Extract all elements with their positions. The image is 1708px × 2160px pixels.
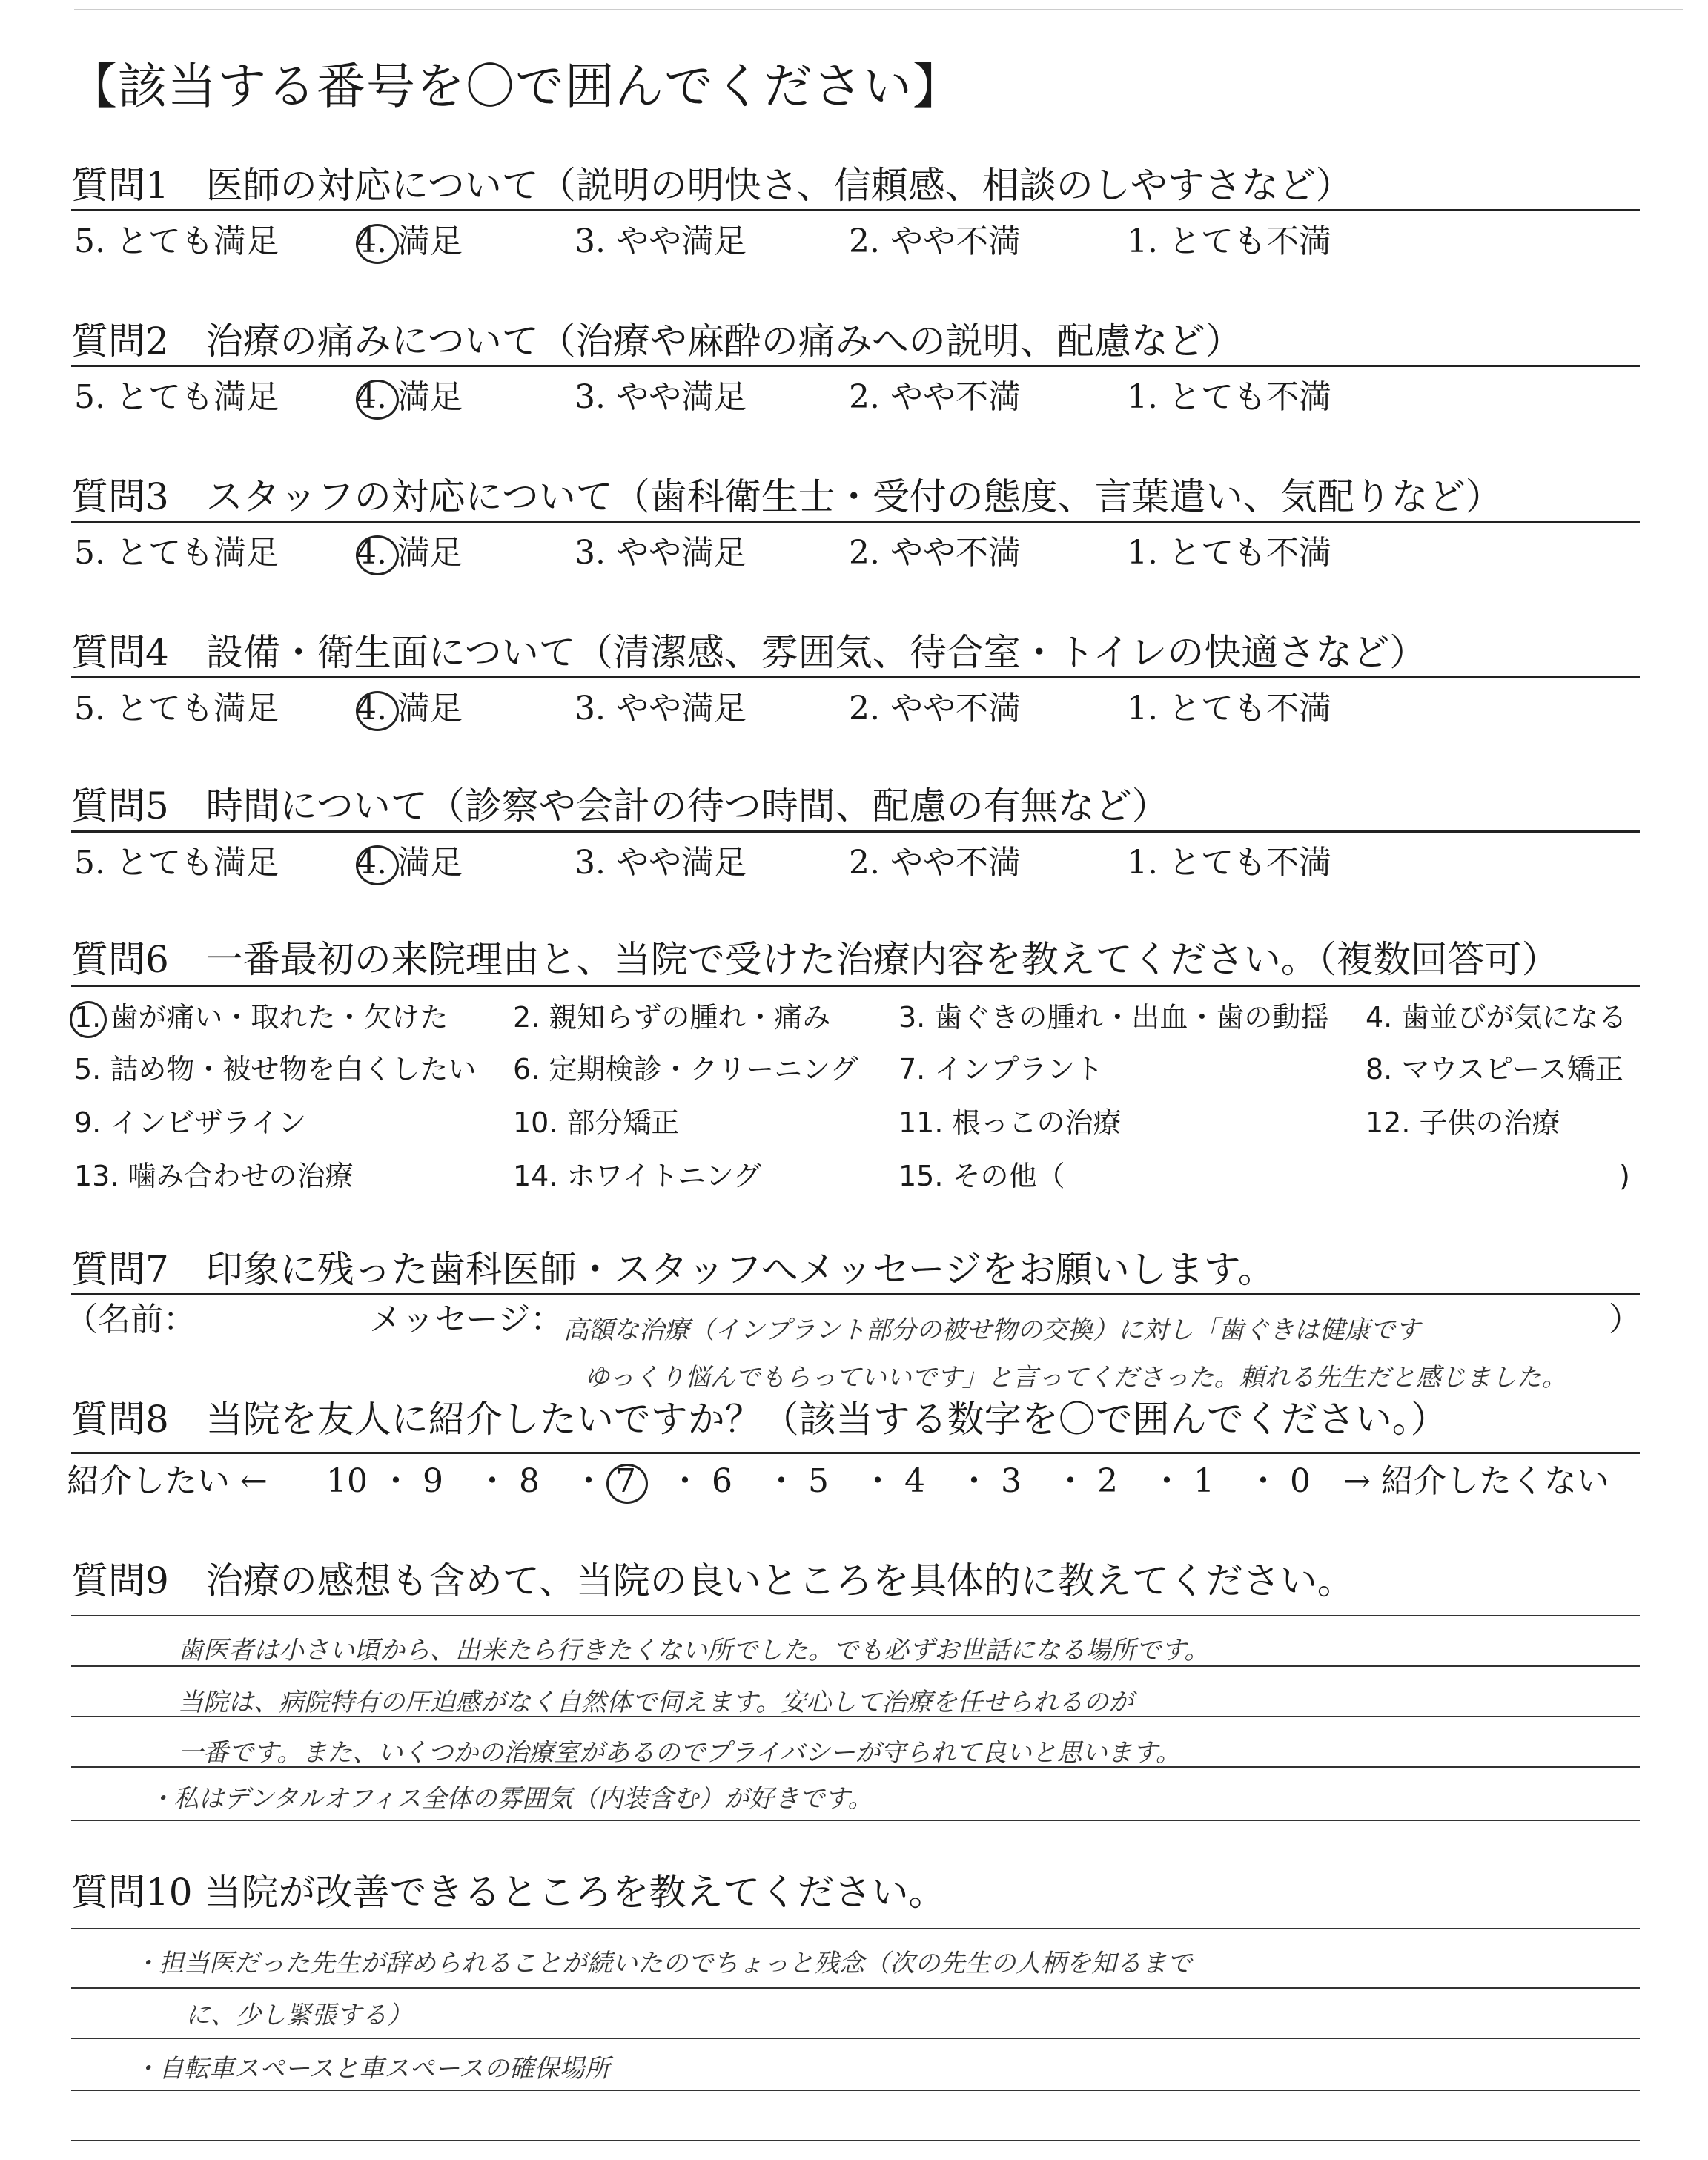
- q7-message-line-1[interactable]: 高額な治療（インプラント部分の被せ物の交換）に対し「歯ぐきは健康です: [563, 1315, 1420, 1345]
- question-3-title: 質問3 スタッフの対応について（歯科衛生士・受付の態度、言葉遣い、気配りなど）: [71, 475, 1503, 518]
- question-7-rule: [71, 1293, 1640, 1295]
- scan-edge: [74, 9, 1683, 10]
- q10-line-5: [71, 2140, 1640, 2141]
- q1-option-3[interactable]: 3. やや満足: [575, 222, 747, 260]
- q7-message-line-2[interactable]: ゆっくり悩んでもらっていいです」と言ってくださった。頼れる先生だと感じました。: [584, 1363, 1567, 1393]
- q8-scale-separator: ・: [669, 1462, 701, 1500]
- q8-right-label: → 紹介したくない: [1343, 1462, 1609, 1500]
- q8-scale-value-0[interactable]: 0: [1290, 1462, 1311, 1500]
- q5-option-2[interactable]: 2. やや不満: [849, 844, 1021, 882]
- q8-scale-value-2[interactable]: 2: [1097, 1462, 1118, 1500]
- question-6-title: 質問6 一番最初の来院理由と、当院で受けた治療内容を教えてください。（複数回答可）: [71, 938, 1559, 981]
- instruction-header: 【該当する番号を〇で囲んでください】: [68, 58, 962, 115]
- q5-option-1[interactable]: 1. とても不満: [1127, 844, 1331, 882]
- q4-option-4[interactable]: 4. 満足: [356, 690, 463, 727]
- q9-line-1: [71, 1615, 1640, 1616]
- q8-scale-value-9[interactable]: 9: [423, 1462, 443, 1500]
- q8-scale-value-10[interactable]: 10: [326, 1462, 368, 1500]
- q6-option-11[interactable]: 11. 根っこの治療: [898, 1106, 1122, 1139]
- q8-scale-value-8[interactable]: 8: [519, 1462, 540, 1500]
- q10-line-4: [71, 2090, 1640, 2091]
- q1-option-1[interactable]: 1. とても不満: [1127, 222, 1331, 260]
- q8-left-label: 紹介したい ←: [67, 1462, 268, 1500]
- question-2-title: 質問2 治療の痛みについて（治療や麻酔の痛みへの説明、配慮など）: [71, 320, 1242, 363]
- q5-option-4[interactable]: 4. 満足: [356, 844, 463, 882]
- q3-selected-circle: [356, 535, 399, 575]
- q8-scale-separator: ・: [572, 1462, 605, 1500]
- question-9-title: 質問9 治療の感想も含めて、当院の良いところを具体的に教えてください。: [71, 1559, 1354, 1602]
- q2-option-3[interactable]: 3. やや満足: [575, 378, 747, 416]
- q6-option-2[interactable]: 2. 親知らずの腫れ・痛み: [513, 1001, 831, 1034]
- q2-option-2[interactable]: 2. やや不満: [849, 378, 1021, 416]
- q9-answer-line-3[interactable]: 一番です。また、いくつかの治療室があるのでプライバシーが守られて良いと思います。: [178, 1738, 1181, 1768]
- question-5-rule: [71, 830, 1640, 833]
- q4-option-3[interactable]: 3. やや満足: [575, 690, 747, 727]
- q7-close-paren: ）: [1609, 1301, 1641, 1338]
- q6-option-12[interactable]: 12. 子供の治療: [1366, 1106, 1560, 1139]
- q8-scale-separator: ・: [861, 1462, 894, 1500]
- q2-option-5[interactable]: 5. とても満足: [74, 378, 279, 416]
- q1-option-4[interactable]: 4. 満足: [356, 222, 463, 260]
- question-1-rule: [71, 209, 1640, 211]
- q3-option-2[interactable]: 2. やや不満: [849, 534, 1021, 572]
- q6-selected-circle: [70, 1001, 107, 1038]
- q4-option-2[interactable]: 2. やや不満: [849, 690, 1021, 727]
- q10-answer-line-1[interactable]: ・担当医だった先生が辞められることが続いたのでちょっと残念（次の先生の人柄を知るまで: [133, 1949, 1192, 1978]
- q8-scale-separator: ・: [765, 1462, 798, 1500]
- q9-answer-line-1[interactable]: 歯医者は小さい頃から、出来たら行きたくない所でした。でも必ずお世話になる場所です。: [178, 1636, 1210, 1665]
- q8-scale-value-3[interactable]: 3: [1001, 1462, 1022, 1500]
- q8-scale-value-5[interactable]: 5: [808, 1462, 829, 1500]
- question-10-title: 質問10 当院が改善できるところを教えてください。: [71, 1871, 946, 1914]
- q2-option-4[interactable]: 4. 満足: [356, 378, 463, 416]
- q5-option-5[interactable]: 5. とても満足: [74, 844, 279, 882]
- q6-option-7[interactable]: 7. インプラント: [898, 1053, 1104, 1086]
- q8-scale-value-6[interactable]: 6: [712, 1462, 732, 1500]
- q8-scale-value-1[interactable]: 1: [1194, 1462, 1214, 1500]
- question-4-title: 質問4 設備・衛生面について（清潔感、雰囲気、待合室・トイレの快適さなど）: [71, 631, 1427, 674]
- q6-option-13[interactable]: 13. 噛み合わせの治療: [74, 1160, 354, 1192]
- q6-option-10[interactable]: 10. 部分矯正: [513, 1106, 680, 1139]
- q6-option-1[interactable]: 1. 歯が痛い・取れた・欠けた: [74, 1001, 448, 1034]
- q8-scale: [326, 1461, 1312, 1502]
- q8-scale-separator: ・: [1247, 1462, 1280, 1500]
- q8-scale-separator: ・: [958, 1462, 990, 1500]
- q2-option-1[interactable]: 1. とても不満: [1127, 378, 1331, 416]
- q10-line-1: [71, 1928, 1640, 1929]
- q10-line-2: [71, 1987, 1640, 1989]
- question-2-rule: [71, 365, 1640, 367]
- q5-selected-circle: [356, 845, 399, 885]
- q8-scale-separator: ・: [1054, 1462, 1087, 1500]
- q5-option-3[interactable]: 3. やや満足: [575, 844, 747, 882]
- q9-answer-line-4[interactable]: ・私はデンタルオフィス全体の雰囲気（内装含む）が好きです。: [148, 1784, 873, 1814]
- q1-option-5[interactable]: 5. とても満足: [74, 222, 279, 260]
- question-1-title: 質問1 医師の対応について（説明の明快さ、信頼感、相談のしやすさなど）: [71, 164, 1353, 207]
- q3-option-5[interactable]: 5. とても満足: [74, 534, 279, 572]
- q8-scale-separator: ・: [1151, 1462, 1183, 1500]
- q1-selected-circle: [356, 224, 399, 264]
- q4-selected-circle: [356, 691, 399, 731]
- q9-line-5: [71, 1820, 1640, 1821]
- q6-other-close-paren: ): [1619, 1160, 1630, 1192]
- q6-option-4[interactable]: 4. 歯並びが気になる: [1366, 1001, 1627, 1034]
- q6-option-14[interactable]: 14. ホワイトニング: [513, 1160, 762, 1192]
- question-6-rule: [71, 985, 1640, 987]
- q2-selected-circle: [356, 380, 399, 420]
- q6-option-6[interactable]: 6. 定期検診・クリーニング: [513, 1053, 858, 1086]
- question-4-rule: [71, 676, 1640, 678]
- q3-option-1[interactable]: 1. とても不満: [1127, 534, 1331, 572]
- q8-selected-circle: [606, 1464, 648, 1504]
- q3-option-4[interactable]: 4. 満足: [356, 534, 463, 572]
- q7-message-label: メッセージ：: [369, 1301, 563, 1338]
- q8-scale-value-4[interactable]: 4: [904, 1462, 925, 1500]
- q8-scale-separator: ・: [380, 1462, 412, 1500]
- q8-scale-value-7[interactable]: 7: [615, 1462, 636, 1500]
- question-7-title: 質問7 印象に残った歯科医師・スタッフへメッセージをお願いします。: [71, 1248, 1275, 1291]
- q8-scale-separator: ・: [476, 1462, 509, 1500]
- q9-answer-line-2[interactable]: 当院は、病院特有の圧迫感がなく自然体で伺えます。安心して治療を任せられるのが: [178, 1688, 1134, 1717]
- question-5-title: 質問5 時間について（診察や会計の待つ時間、配慮の有無など）: [71, 785, 1169, 828]
- question-8-title: 質問8 当院を友人に紹介したいですか？（該当する数字を〇で囲んでください。）: [71, 1398, 1448, 1441]
- question-3-rule: [71, 521, 1640, 523]
- q7-name-label: （名前：: [65, 1301, 196, 1338]
- q4-option-1[interactable]: 1. とても不満: [1127, 690, 1331, 727]
- q6-option-15[interactable]: 15. その他（: [898, 1160, 1065, 1192]
- q6-option-5[interactable]: 5. 詰め物・被せ物を白くしたい: [74, 1053, 477, 1086]
- question-8-rule: [71, 1452, 1640, 1454]
- q4-option-5[interactable]: 5. とても満足: [74, 690, 279, 727]
- q6-option-3[interactable]: 3. 歯ぐきの腫れ・出血・歯の動揺: [898, 1001, 1329, 1034]
- q1-option-2[interactable]: 2. やや不満: [849, 222, 1021, 260]
- q10-line-3: [71, 2038, 1640, 2039]
- q6-option-8[interactable]: 8. マウスピース矯正: [1366, 1053, 1623, 1086]
- q6-option-9[interactable]: 9. インビザライン: [74, 1106, 307, 1139]
- q3-option-3[interactable]: 3. やや満足: [575, 534, 747, 572]
- q10-answer-line-3[interactable]: ・自転車スペースと車スペースの確保場所: [133, 2054, 610, 2084]
- q10-answer-line-2[interactable]: に、少し緊張する）: [185, 2001, 412, 2030]
